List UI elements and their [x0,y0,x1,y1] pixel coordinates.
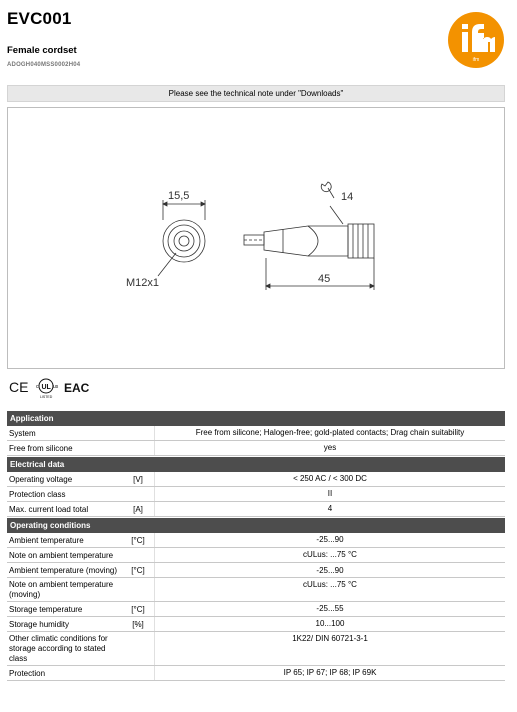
section-electrical-header: Electrical data [7,457,505,472]
table-row: Operating voltage [V] < 250 AC / < 300 DC [7,472,505,487]
table-row: Free from silicone yes [7,441,505,456]
table-row: Note on ambient temperature cULus: ...75 °C [7,548,505,563]
table-row: Note on ambient temperature (moving) cULus: ...75 °C [7,578,505,602]
product-subtitle: Female cordset [7,45,77,56]
table-row: Storage temperature [°C] -25...55 [7,602,505,617]
table-row: Protection class II [7,487,505,502]
ul-listed-icon: LISTED [40,395,53,399]
svg-text:UL: UL [41,384,51,391]
table-row: Max. current load total [A] 4 [7,502,505,517]
product-code: ADOGH040MSS0002H04 [7,62,81,68]
dim-wrench-label: 14 [341,191,354,203]
table-row: Ambient temperature (moving) [°C] -25...90 [7,563,505,578]
section-operating-header: Operating conditions [7,518,505,533]
specification-table [7,410,505,681]
dim-length-label: 45 [318,273,331,285]
ifm-logo [448,12,504,68]
certification-marks [9,377,89,399]
dim-diameter-label: 15,5 [168,190,190,202]
table-row: Ambient temperature [°C] -25...90 [7,533,505,548]
eac-mark-icon: EAC [64,381,89,395]
technical-drawing [7,107,505,369]
svg-text:ifm: ifm [472,57,480,63]
section-application-header: Application [7,411,505,426]
dim-thread-label: M12x1 [126,277,160,289]
table-row: Other climatic conditions for storage according to stated class 1K22/ DIN 60721-3-1 [7,632,505,666]
ce-mark-icon: CE [9,379,29,395]
product-title: EVC001 [7,9,72,28]
svg-text:us: us [53,384,59,390]
table-row: Protection IP 65; IP 67; IP 68; IP 69K [7,666,505,681]
table-row: System Free from silicone; Halogen-free; gold-plated contacts; Drag chain suitability [7,426,505,441]
table-row: Storage humidity [%] 10...100 [7,617,505,632]
svg-text:c: c [36,384,39,390]
technical-note-bar: Please see the technical note under "Downloads" [7,85,505,102]
